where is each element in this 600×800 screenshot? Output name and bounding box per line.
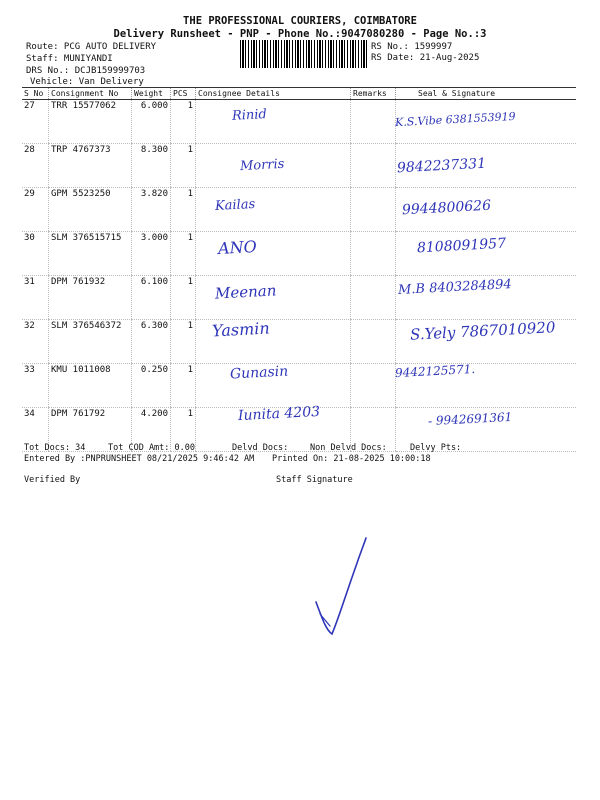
staff-label: Staff: MUNIYANDI	[26, 54, 113, 64]
staff-signature-label: Staff Signature	[276, 475, 353, 485]
cell-remarks	[351, 364, 396, 408]
company-title: THE PROFESSIONAL COURIERS, COIMBATORE	[183, 15, 417, 27]
cell-consignment: DPM 761792	[49, 408, 132, 452]
cell-weight: 3.000	[132, 232, 171, 276]
cell-pcs: 1	[171, 188, 196, 232]
cell-sno: 34	[22, 408, 49, 452]
col-consignee: Consignee Details	[196, 88, 351, 100]
handwritten-consignee-signature: Rinid	[231, 107, 268, 124]
cell-consignment: KMU 1011008	[49, 364, 132, 408]
cell-pcs: 1	[171, 276, 196, 320]
table-row	[22, 144, 576, 188]
cell-consignee	[196, 100, 351, 144]
col-sno: S No	[22, 88, 49, 100]
handwritten-seal-signature: 8108091957	[416, 235, 507, 257]
total-cod-amount: Tot COD Amt: 0.00	[108, 443, 195, 453]
cell-pcs: 1	[171, 364, 196, 408]
cell-pcs: 1	[171, 320, 196, 364]
col-remarks: Remarks	[351, 88, 396, 100]
cell-remarks	[351, 232, 396, 276]
cell-pcs: 1	[171, 408, 196, 452]
verified-by-label: Verified By	[24, 475, 81, 485]
cell-consignment: GPM 5523250	[49, 188, 132, 232]
cell-remarks	[351, 188, 396, 232]
handwritten-seal-signature: - 9942691361	[427, 409, 513, 429]
cell-consignment: TRR 15577062	[49, 100, 132, 144]
cell-consignment: DPM 761932	[49, 276, 132, 320]
rs-date: RS Date: 21-Aug-2025	[371, 53, 480, 63]
table-row	[22, 188, 576, 232]
handwritten-seal-signature: M.B 8403284894	[397, 277, 513, 298]
handwritten-consignee-signature: Yasmin	[211, 318, 271, 341]
cell-weight: 6.100	[132, 276, 171, 320]
col-weight: Weight	[132, 88, 171, 100]
printed-on: Printed On: 21-08-2025 10:00:18	[272, 454, 431, 464]
route-label: Route: PCG AUTO DELIVERY	[26, 42, 157, 52]
col-seal-signature: Seal & Signature	[396, 88, 577, 100]
handwritten-seal-signature: 9842237331	[396, 155, 487, 177]
cell-weight: 3.820	[132, 188, 171, 232]
handwritten-seal-signature: 9442125571.	[394, 361, 476, 381]
non-delivered-docs: Non Delvd Docs:	[310, 443, 387, 453]
delivery-points: Delvy Pts:	[410, 443, 462, 453]
handwritten-consignee-signature: ANO	[217, 237, 258, 258]
handwritten-consignee-signature: Meenan	[214, 281, 277, 303]
cell-pcs: 1	[171, 144, 196, 188]
cell-weight: 4.200	[132, 408, 171, 452]
col-pcs: PCS	[171, 88, 196, 100]
cell-weight: 8.300	[132, 144, 171, 188]
cell-weight: 6.300	[132, 320, 171, 364]
cell-consignment: SLM 376546372	[49, 320, 132, 364]
entered-by: Entered By :PNPRUNSHEET 08/21/2025 9:46:42 AM	[24, 454, 255, 464]
cell-sno: 32	[22, 320, 49, 364]
cell-weight: 0.250	[132, 364, 171, 408]
cell-pcs: 1	[171, 232, 196, 276]
cell-pcs: 1	[171, 100, 196, 144]
cell-remarks	[351, 144, 396, 188]
cell-sno: 27	[22, 100, 49, 144]
vehicle-label: Vehicle: Van Delivery	[30, 77, 144, 87]
handwritten-consignee-signature: Morris	[239, 156, 285, 175]
table-row	[22, 364, 576, 408]
delivered-docs: Delvd Docs:	[232, 443, 289, 453]
cell-remarks	[351, 276, 396, 320]
table-header-row	[22, 88, 576, 100]
cell-sno: 31	[22, 276, 49, 320]
runsheet-subtitle: Delivery Runsheet - PNP - Phone No.:9047080280 - Page No.:3	[113, 28, 487, 40]
cell-sno: 30	[22, 232, 49, 276]
handwritten-seal-signature: K.S.Vibe 6381553919	[394, 109, 516, 130]
cell-consignment: SLM 376515715	[49, 232, 132, 276]
drs-label: DRS No.: DCJB159999703	[26, 66, 146, 76]
cell-sno: 33	[22, 364, 49, 408]
cell-sno: 28	[22, 144, 49, 188]
cell-remarks	[351, 100, 396, 144]
handwritten-consignee-signature: Gunasin	[229, 363, 289, 383]
checkmark-signature-icon	[300, 530, 380, 640]
handwritten-seal-signature: S.Yely 7867010920	[409, 318, 556, 344]
cell-consignment: TRP 4767373	[49, 144, 132, 188]
runsheet-table	[22, 87, 576, 452]
col-consignment: Consignment No	[49, 88, 132, 100]
cell-weight: 6.000	[132, 100, 171, 144]
rs-number: RS No.: 1599997	[371, 42, 453, 52]
handwritten-seal-signature: 9944800626	[401, 197, 492, 219]
barcode	[240, 40, 368, 68]
cell-sno: 29	[22, 188, 49, 232]
total-docs: Tot Docs: 34	[24, 443, 86, 453]
cell-remarks	[351, 320, 396, 364]
handwritten-consignee-signature: Iunita 4203	[237, 403, 321, 425]
handwritten-consignee-signature: Kailas	[214, 196, 256, 215]
